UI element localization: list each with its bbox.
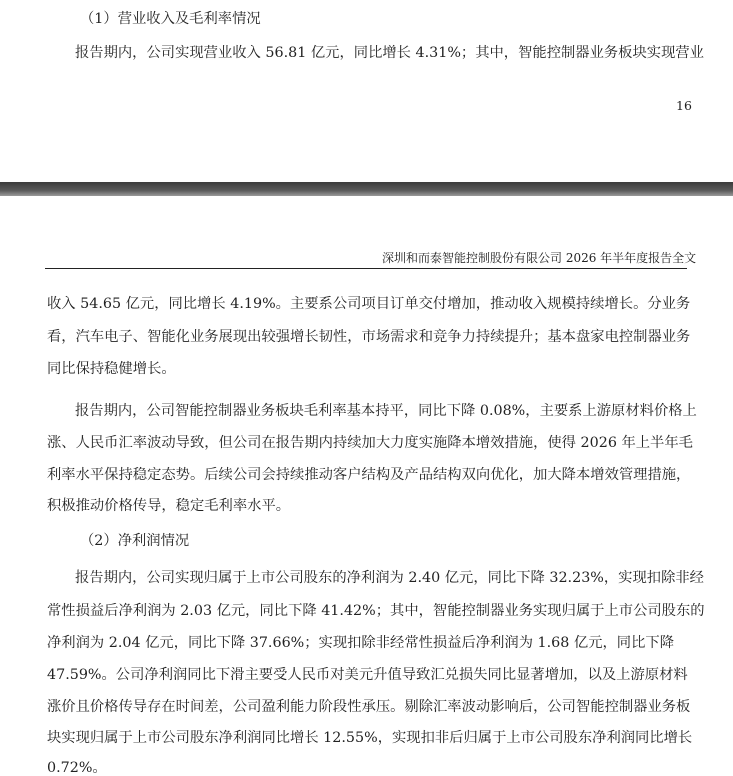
paragraph-revenue-line: 收入 54.65 亿元，同比增长 4.19%。主要系公司项目订单交付增加，推动收入规模持续增长。分业务	[47, 296, 691, 312]
subheading-net-profit: （2）净利润情况	[80, 533, 190, 549]
paragraph-profit-line: 净利润为 2.04 亿元，同比下降 37.66%；实现扣除非经常性损益后净利润为 1.68 亿元，同比下降	[47, 635, 674, 651]
paragraph-profit-line: 涨价且价格传导存在时间差，公司盈利能力阶段性承压。剔除汇率波动影响后，公司智能控制器业务板	[47, 699, 691, 715]
paragraph-revenue-line: 同比保持稳健增长。	[47, 361, 176, 377]
paragraph-margin-line: 涨、人民币汇率波动导致，但公司在报告期内持续加大力度实施降本增效措施，使得 2026 年上半年毛	[47, 435, 693, 451]
paragraph-profit-line: 块实现归属于上市公司股东净利润同比增长 12.55%，实现扣非后归属于上市公司股东净利润同比增长	[47, 730, 693, 746]
document-page-bottom	[0, 196, 733, 772]
paragraph-profit-line: 0.72%。	[47, 760, 107, 776]
paragraph-revenue-line: 看，汽车电子、智能化业务展现出较强增长韧性，市场需求和竞争力持续提升；基本盘家电控制器业务	[47, 329, 691, 345]
paragraph-revenue-line-1: 报告期内，公司实现营业收入 56.81 亿元，同比增长 4.31%；其中，智能控制器业务板块实现营业	[75, 45, 704, 61]
page-separator	[0, 182, 733, 196]
paragraph-margin-line: 利率水平保持稳定态势。后续公司会持续推动客户结构及产品结构双向优化，加大降本增效管理措施，	[47, 467, 691, 483]
header-rule	[45, 268, 687, 269]
subheading-revenue-margin: （1）营业收入及毛利率情况	[80, 11, 261, 27]
paragraph-profit-line: 47.59%。公司净利润同比下滑主要受人民币对美元升值导致汇兑损失同比显著增加，以及上游原材料	[47, 667, 688, 683]
document-page-top	[0, 0, 733, 182]
report-header-title: 深圳和而泰智能控制股份有限公司 2026 年半年度报告全文	[382, 251, 697, 265]
paragraph-profit-line: 常性损益后净利润为 2.03 亿元，同比下降 41.42%；其中，智能控制器业务实现归属于上市公司股东的	[47, 603, 705, 619]
paragraph-profit-line: 报告期内，公司实现归属于上市公司股东的净利润为 2.40 亿元，同比下降 32.23%，实现扣除非经	[75, 570, 704, 586]
page-number: 16	[676, 98, 692, 113]
paragraph-margin-line: 报告期内，公司智能控制器业务板块毛利率基本持平，同比下降 0.08%，主要系上游原材料价格上	[75, 403, 697, 419]
paragraph-margin-line: 积极推动价格传导，稳定毛利率水平。	[47, 498, 291, 514]
